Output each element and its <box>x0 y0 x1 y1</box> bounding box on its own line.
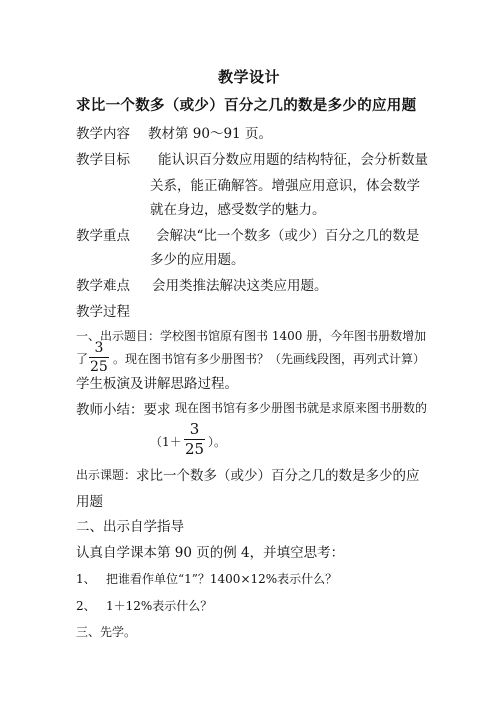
question-2-text: 1＋12%表示什么？ <box>106 599 213 613</box>
topic-text: 求比一个数多（或少）百分之几的数是多少的应 <box>136 468 420 484</box>
summary-label: 教师小结：要求 <box>76 402 171 418</box>
step1-line-3: 学生板演及讲解思路过程。 <box>76 376 238 392</box>
lesson-subtitle: 求比一个数多（或少）百分之几的数是多少的应用题 <box>76 97 417 114</box>
fraction-numerator: 3 <box>189 420 200 438</box>
fraction-3-25-formula <box>184 422 205 457</box>
topic-line-2: 用题 <box>76 494 103 510</box>
step1-line-1: 一、出示题目：学校图书馆原有图书 1400 册，今年图书册数增加 <box>76 329 427 343</box>
step2-heading: 二、出示自学指导 <box>76 519 184 535</box>
topic-prefix: 出示课题： <box>76 468 137 482</box>
fraction-numerator: 3 <box>94 340 104 356</box>
key-label: 教学重点 <box>76 228 130 244</box>
fraction-denominator: 25 <box>185 440 205 459</box>
difficulty-text: 会用类推法解决这类应用题。 <box>152 278 328 294</box>
content-label: 教学内容 <box>76 126 130 142</box>
fraction-3-25 <box>89 341 109 374</box>
question-2-number: 2、 <box>76 599 96 613</box>
step2-detail: 认真自学课本第 90 页的例 4，并填空思考： <box>76 545 345 561</box>
difficulty-label: 教学难点 <box>76 278 130 294</box>
summary-text: 现在图书馆有多少册图书就是求原来图书册数的 <box>175 401 428 415</box>
process-heading: 教学过程 <box>76 304 130 320</box>
key-line-1: 会解决“比一个数多（或少）百分之几的数是 <box>156 228 420 244</box>
step3-heading: 三、先学。 <box>76 625 137 639</box>
formula-close: ）。 <box>208 435 227 449</box>
step1-suffix: 。现在图书馆有多少册图书？（先画线段图，再列式计算） <box>113 352 426 366</box>
goal-line-2: 关系，能正确解答。增强应用意识，体会数学 <box>150 178 420 194</box>
fraction-bar <box>89 357 109 358</box>
goal-line-1: 能认识百分数应用题的结构特征，会分析数量 <box>158 152 428 168</box>
step1-prefix: 了 <box>76 352 89 366</box>
formula-open: （1＋ <box>150 435 182 449</box>
goal-line-3: 就在身边，感受数学的魅力。 <box>150 202 326 218</box>
goal-label: 教学目标 <box>76 152 130 168</box>
question-1-number: 1、 <box>76 572 96 586</box>
key-line-2: 多少的应用题。 <box>150 252 245 268</box>
content-text: 教材第 90～91 页。 <box>148 126 272 142</box>
question-1-text: 把谁看作单位“1”？1400×12%表示什么？ <box>106 572 338 586</box>
fraction-denominator: 25 <box>90 359 108 376</box>
page-title: 教学设计 <box>218 68 281 86</box>
